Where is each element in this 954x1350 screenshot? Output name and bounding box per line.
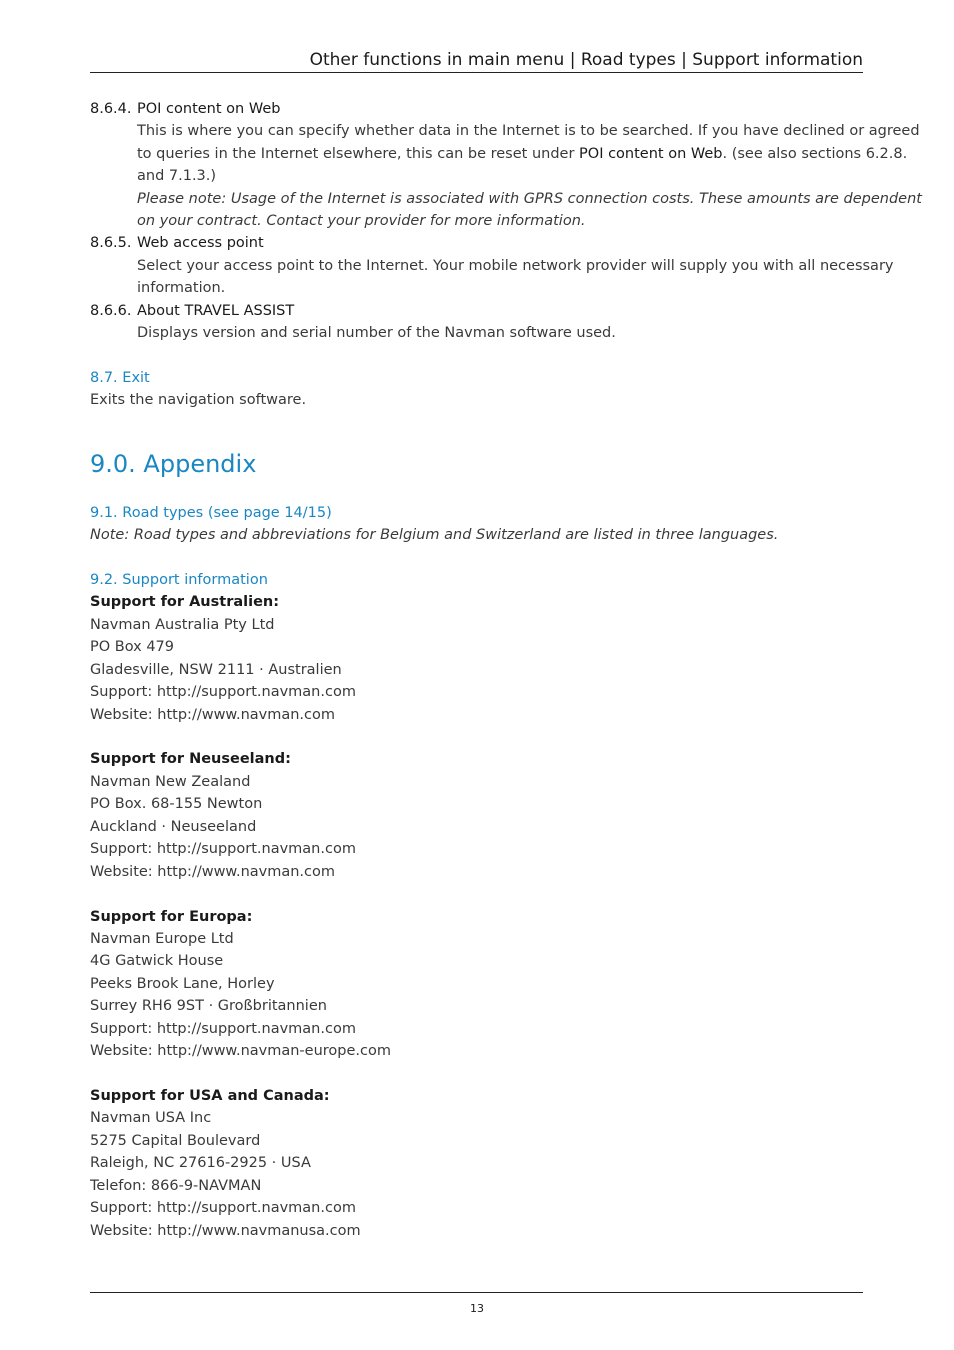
address-line: Navman USA Inc	[90, 1110, 212, 1126]
paragraph-line: Displays version and serial number of the Navman software used.	[137, 325, 616, 341]
section-title: About TRAVEL ASSIST	[137, 303, 295, 319]
website-url-line: Website: http://www.navman.com	[90, 864, 336, 880]
section-8-6-5-heading	[90, 232, 264, 254]
support-usa-title: Support for USA and Canada:	[90, 1088, 330, 1104]
paragraph-line: This is where you can specify whether data in the Internet is to be searched. If you have declined or agreed	[137, 123, 920, 139]
address-line: PO Box 479	[90, 639, 175, 655]
page-number: 13	[470, 1302, 484, 1315]
text-run: . (see also sections 6.2.8.	[722, 146, 908, 162]
address-line: 5275 Capital Boulevard	[90, 1133, 261, 1149]
website-url-line: Website: http://www.navmanusa.com	[90, 1223, 361, 1239]
section-8-6-4-heading	[90, 98, 280, 120]
appendix-heading: 9.0. Appendix	[90, 450, 257, 478]
section-number: 8.6.4.	[90, 101, 132, 117]
address-line: PO Box. 68-155 Newton	[90, 796, 263, 812]
paragraph-line: Exits the navigation software.	[90, 392, 307, 408]
section-number: 8.6.6.	[90, 303, 132, 319]
address-line: Surrey RH6 9ST · Großbritannien	[90, 998, 327, 1014]
header-rule	[90, 72, 863, 73]
support-australia-title: Support for Australien:	[90, 594, 280, 610]
paragraph-line: and 7.1.3.)	[137, 168, 217, 184]
text-run: to queries in the Internet elsewhere, this can be reset under	[137, 146, 580, 162]
support-url-line: Support: http://support.navman.com	[90, 1021, 356, 1037]
paragraph-line: Select your access point to the Internet. Your mobile network provider will supply you with all necessary	[137, 258, 894, 274]
address-line: Navman New Zealand	[90, 774, 251, 790]
website-url-line: Website: http://www.navman.com	[90, 707, 336, 723]
note-line: Note: Road types and abbreviations for Belgium and Switzerland are listed in three languages.	[90, 527, 779, 543]
note-line: on your contract. Contact your provider for more information.	[137, 213, 586, 229]
address-line: Auckland · Neuseeland	[90, 819, 257, 835]
address-line: Raleigh, NC 27616-2925 · USA	[90, 1155, 311, 1171]
section-9-1-heading: 9.1. Road types (see page 14/15)	[90, 505, 332, 521]
paragraph-line	[137, 143, 907, 165]
section-title: Web access point	[137, 235, 264, 251]
phone-line: Telefon: 866-9-NAVMAN	[90, 1178, 262, 1194]
support-url-line: Support: http://support.navman.com	[90, 841, 356, 857]
address-line: Navman Australia Pty Ltd	[90, 617, 275, 633]
website-url-line: Website: http://www.navman-europe.com	[90, 1043, 391, 1059]
note-line: Please note: Usage of the Internet is associated with GPRS connection costs. These amounts are dependent	[137, 191, 922, 207]
section-title: POI content on Web	[137, 101, 281, 117]
menu-reference: POI content on Web	[579, 146, 723, 162]
section-8-6-6-heading	[90, 300, 294, 322]
paragraph-line: information.	[137, 280, 226, 296]
address-line: Gladesville, NSW 2111 · Australien	[90, 662, 342, 678]
support-url-line: Support: http://support.navman.com	[90, 684, 356, 700]
support-nz-title: Support for Neuseeland:	[90, 751, 291, 767]
address-line: Navman Europe Ltd	[90, 931, 234, 947]
section-8-7-heading: 8.7. Exit	[90, 370, 150, 386]
section-number: 8.6.5.	[90, 235, 132, 251]
address-line: Peeks Brook Lane, Horley	[90, 976, 275, 992]
address-line: 4G Gatwick House	[90, 953, 224, 969]
running-header: Other functions in main menu | Road types | Support information	[309, 50, 863, 70]
footer-rule	[90, 1292, 863, 1293]
section-9-2-heading: 9.2. Support information	[90, 572, 268, 588]
support-europe-title: Support for Europa:	[90, 909, 253, 925]
support-url-line: Support: http://support.navman.com	[90, 1200, 356, 1216]
